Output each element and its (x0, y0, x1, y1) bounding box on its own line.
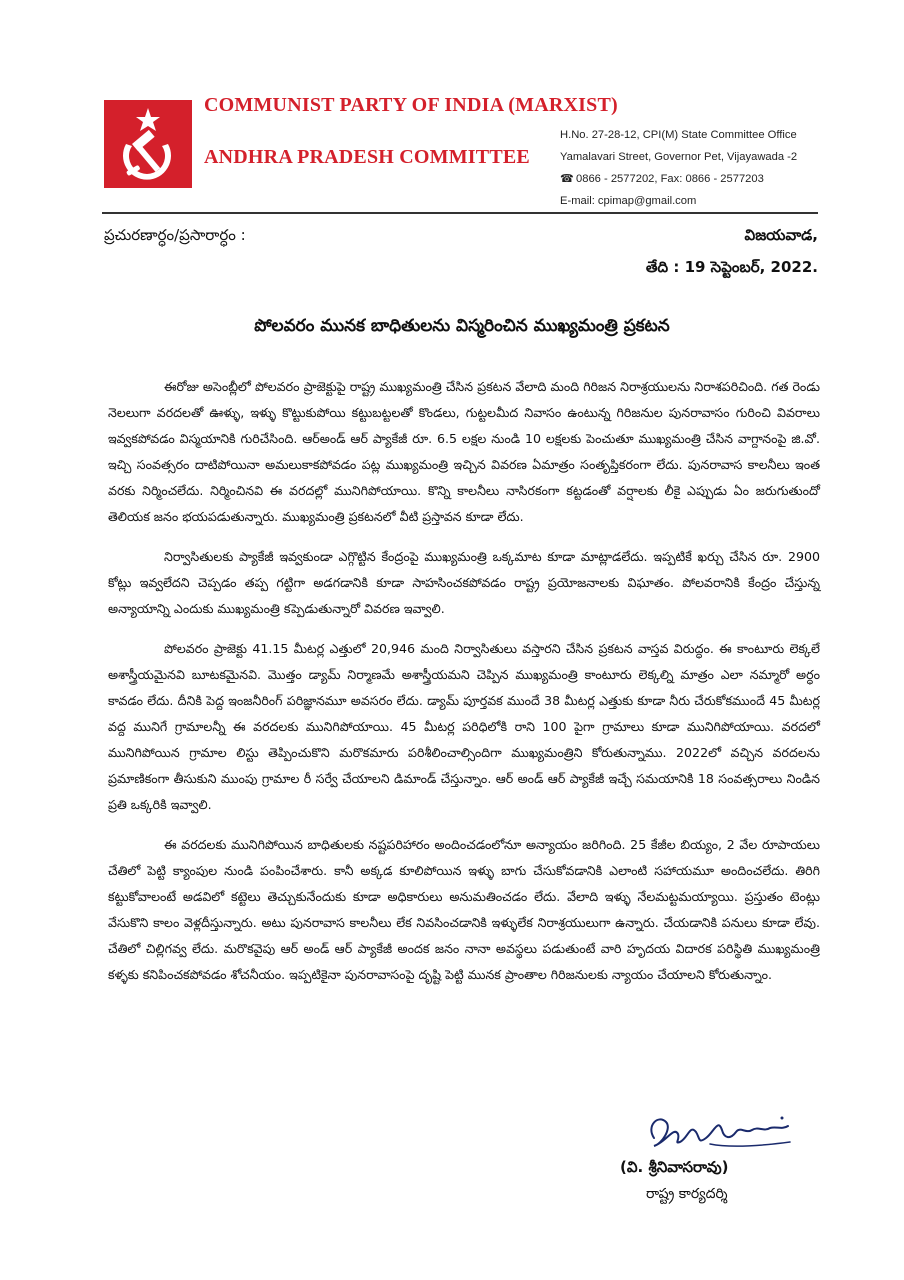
email-line: E-mail: cpimap@gmail.com (560, 195, 697, 207)
paragraph-2: నిర్వాసితులకు ప్యాకేజీ ఇవ్వకుండా ఎగ్గొట్టిన కేంద్రంపై ముఖ్యమంత్రి ఒక్కమాట కూడా మాట్లాడలేదు. ఇప్పటికే ఖర్చు చేసిన రూ. 2900 కోట్లు ఇవ్వలేదని చెప్పడం తప్ప గట్టిగా అడగడానికి కూడా సాహసించకపోవడం రాష్ట్ర ప్రయోజనాలకు విఘాతం. పోలవరానికి కేంద్రం చేస్తున్న అన్యాయాన్ని ఎందుకు ముఖ్యమంత్రి కప్పెడుతున్నారో వివరణ ఇవ్వాలి. (108, 549, 820, 616)
organization-name: COMMUNIST PARTY OF INDIA (MARXIST) (204, 94, 618, 116)
telephone-icon: ☎ (560, 173, 574, 185)
press-release-title: పోలవరం మునక బాధితులను విస్మరించిన ముఖ్యమంత్రి ప్రకటన (254, 316, 670, 336)
address-line-2: Yamalavari Street, Governor Pet, Vijayawada -2 (560, 151, 798, 163)
committee-name: ANDHRA PRADESH COMMITTEE (204, 146, 530, 168)
address-line-1: H.No. 27-28-12, CPI(M) State Committee Office (560, 129, 797, 141)
paragraph-4: ఈ వరదలకు మునిగిపోయిన బాధితులకు నష్టపరిహారం అందించడంలోనూ అన్యాయం జరిగింది. 25 కేజీల బియ్యం, 2 వేల రూపాయలు చేతిలో పెట్టి క్యాంపుల నుండి పంపించేశారు. కానీ అక్కడ కూలిపోయిన ఇళ్ళు బాగు చేసుకోవడానికి ఎలాంటి సహాయమూ అందించలేదు. తిరిగి కట్టుకోవాలంటే అడవిలో కట్టెలు తెచ్చుకునేందుకు కూడా అధికారులు అనుమతించడం లేదు. వేలాది ఇళ్ళు నేలమట్టమయ్యాయి. ప్రస్తుతం టెంట్లు వేసుకొని కాలం వెళ్లదీస్తున్నారు. అటు పునరావాస కాలనీలు లేక నివసించడానికి ఇళ్ళులేక నిరాశ్రయులుగా ఉన్నారు. చేయడానికి పనులు కూడా లేవు. చేతిలో చిల్లిగవ్వ లేదు. మరొకవైపు ఆర్ అండ్ ఆర్ ప్యాకేజీ అందక జనం నానా అవస్థలు పడుతుంటే వారి హృదయ విదారక పరిస్థితి ముఖ్యమంత్రి కళ్ళకు కనిపించకపోవడం శోచనీయం. ఇప్పటికైనా పునరావాసంపై దృష్టి పెట్టి మునక ప్రాంతాల గిరిజనులకు న్యాయం చేయాలని కోరుతున్నాం. (108, 837, 820, 982)
letterhead-divider (102, 212, 818, 214)
phone-text: 0866 - 2577202, Fax: 0866 - 2577203 (576, 173, 764, 185)
contact-block (560, 124, 797, 212)
signatory-designation: రాష్ట్ర కార్యదర్శి (646, 1186, 728, 1202)
signatory-name: (వి. శ్రీనివాసరావు) (620, 1158, 729, 1176)
place-label: విజయవాడ, (744, 226, 818, 244)
press-release-body (108, 374, 820, 1002)
paragraph-3: పోలవరం ప్రాజెక్టు 41.15 మీటర్ల ఎత్తులో 20,946 మంది నిర్వాసితులు వస్తారని చేసిన ప్రకటన వాస్తవ విరుద్ధం. ఈ కాంటూరు లెక్కలే అశాస్త్రీయమైనవి బూటకమైనవి. మొత్తం డ్యామ్ నిర్మాణమే అశాస్త్రీయమని చెప్పిన ముఖ్యమంత్రి కాంటూరు లెక్కల్ని మాత్రం ఎలా నమ్మారో అర్ధం కావడం లేదు. దీనికి పెద్ద ఇంజనీరింగ్ పరిజ్ఞానమూ అవసరం లేదు. డ్యామ్ పూర్తవక ముందే 38 మీటర్ల ఎత్తుకు కూడా నీరు చేరుకోకముందే 45 మీటర్ల వద్ద మునిగే గ్రామాలన్నీ ఈ వరదలకు మునిగిపోయాయి. 45 మీటర్ల పరిధిలోకి రాని 100 పైగా గ్రామాలు కూడా మునిగిపోయాయి. వరదలో మునిగిపోయిన గ్రామాల లిస్టు తెప్పించుకొని మరొకమారు పరిశీలించాల్సిందిగా ముఖ్యమంత్రిని కోరుతున్నాము. 2022లో వచ్చిన వరదలను ప్రమాణికంగా తీసుకుని ముంపు గ్రామాల రీ సర్వే చేయాలని డిమాండ్ చేస్తున్నాం. ఆర్ అండ్ ఆర్ ప్యాకేజీ ఇచ్చే సమయానికి 18 సంవత్సరాలు నిండిన ప్రతి ఒక్కరికి ఇవ్వాలి. (108, 641, 820, 812)
date-label: తేది : 19 సెప్టెంబర్, 2022. (645, 258, 818, 276)
paragraph-1: ఈరోజు అసెంబ్లీలో పోలవరం ప్రాజెక్టుపై రాష్ట్ర ముఖ్యమంత్రి చేసిన ప్రకటన వేలాది మంది గిరిజన నిరాశ్రయులను నిరాశపరిచింది. గత రెండు నెలలుగా వరదలతో ఊళ్ళు, ఇళ్ళు కొట్టుకుపోయి కట్టుబట్టలతో కొండలు, గుట్టలమీద నివాసం ఉంటున్న గిరిజనుల పునరావాసం గురించి వివరాలు ఇవ్వకపోవడం విస్మయానికి గురిచేసింది. ఆర్అండ్ ఆర్ ప్యాకేజీ రూ. 6.5 లక్షల నుండి 10 లక్షలకు పెంచుతూ ముఖ్యమంత్రి చేసిన వాగ్దానంపై జి.వో. ఇచ్చి సంవత్సరం దాటిపోయినా అమలుకాకపోవడం పట్ల ముఖ్యమంత్రి ఇచ్చిన వివరణ ఏమాత్రం సంతృప్తికరంగా లేదు. పునరావాస కాలనీలు ఇంత వరకు నిర్మించలేదు. నిర్మించినవి ఈ వరదల్లో మునిగిపోయాయి. కొన్ని కాలనీలు నాసిరకంగా కట్టడంతో వర్షాలకు లీకై ఎప్పుడు ఏం జరుగుతుందో తెలియక జనం భయపడుతున్నారు. ముఖ్యమంత్రి ప్రకటనలో వీటి ప్రస్తావన కూడా లేదు. (108, 379, 820, 524)
handwritten-signature-icon (640, 1104, 800, 1160)
release-label: ప్రచురణార్ధం/ప్రసారార్ధం : (104, 226, 246, 244)
phone-line (560, 168, 797, 190)
hammer-sickle-star-icon (104, 100, 192, 188)
